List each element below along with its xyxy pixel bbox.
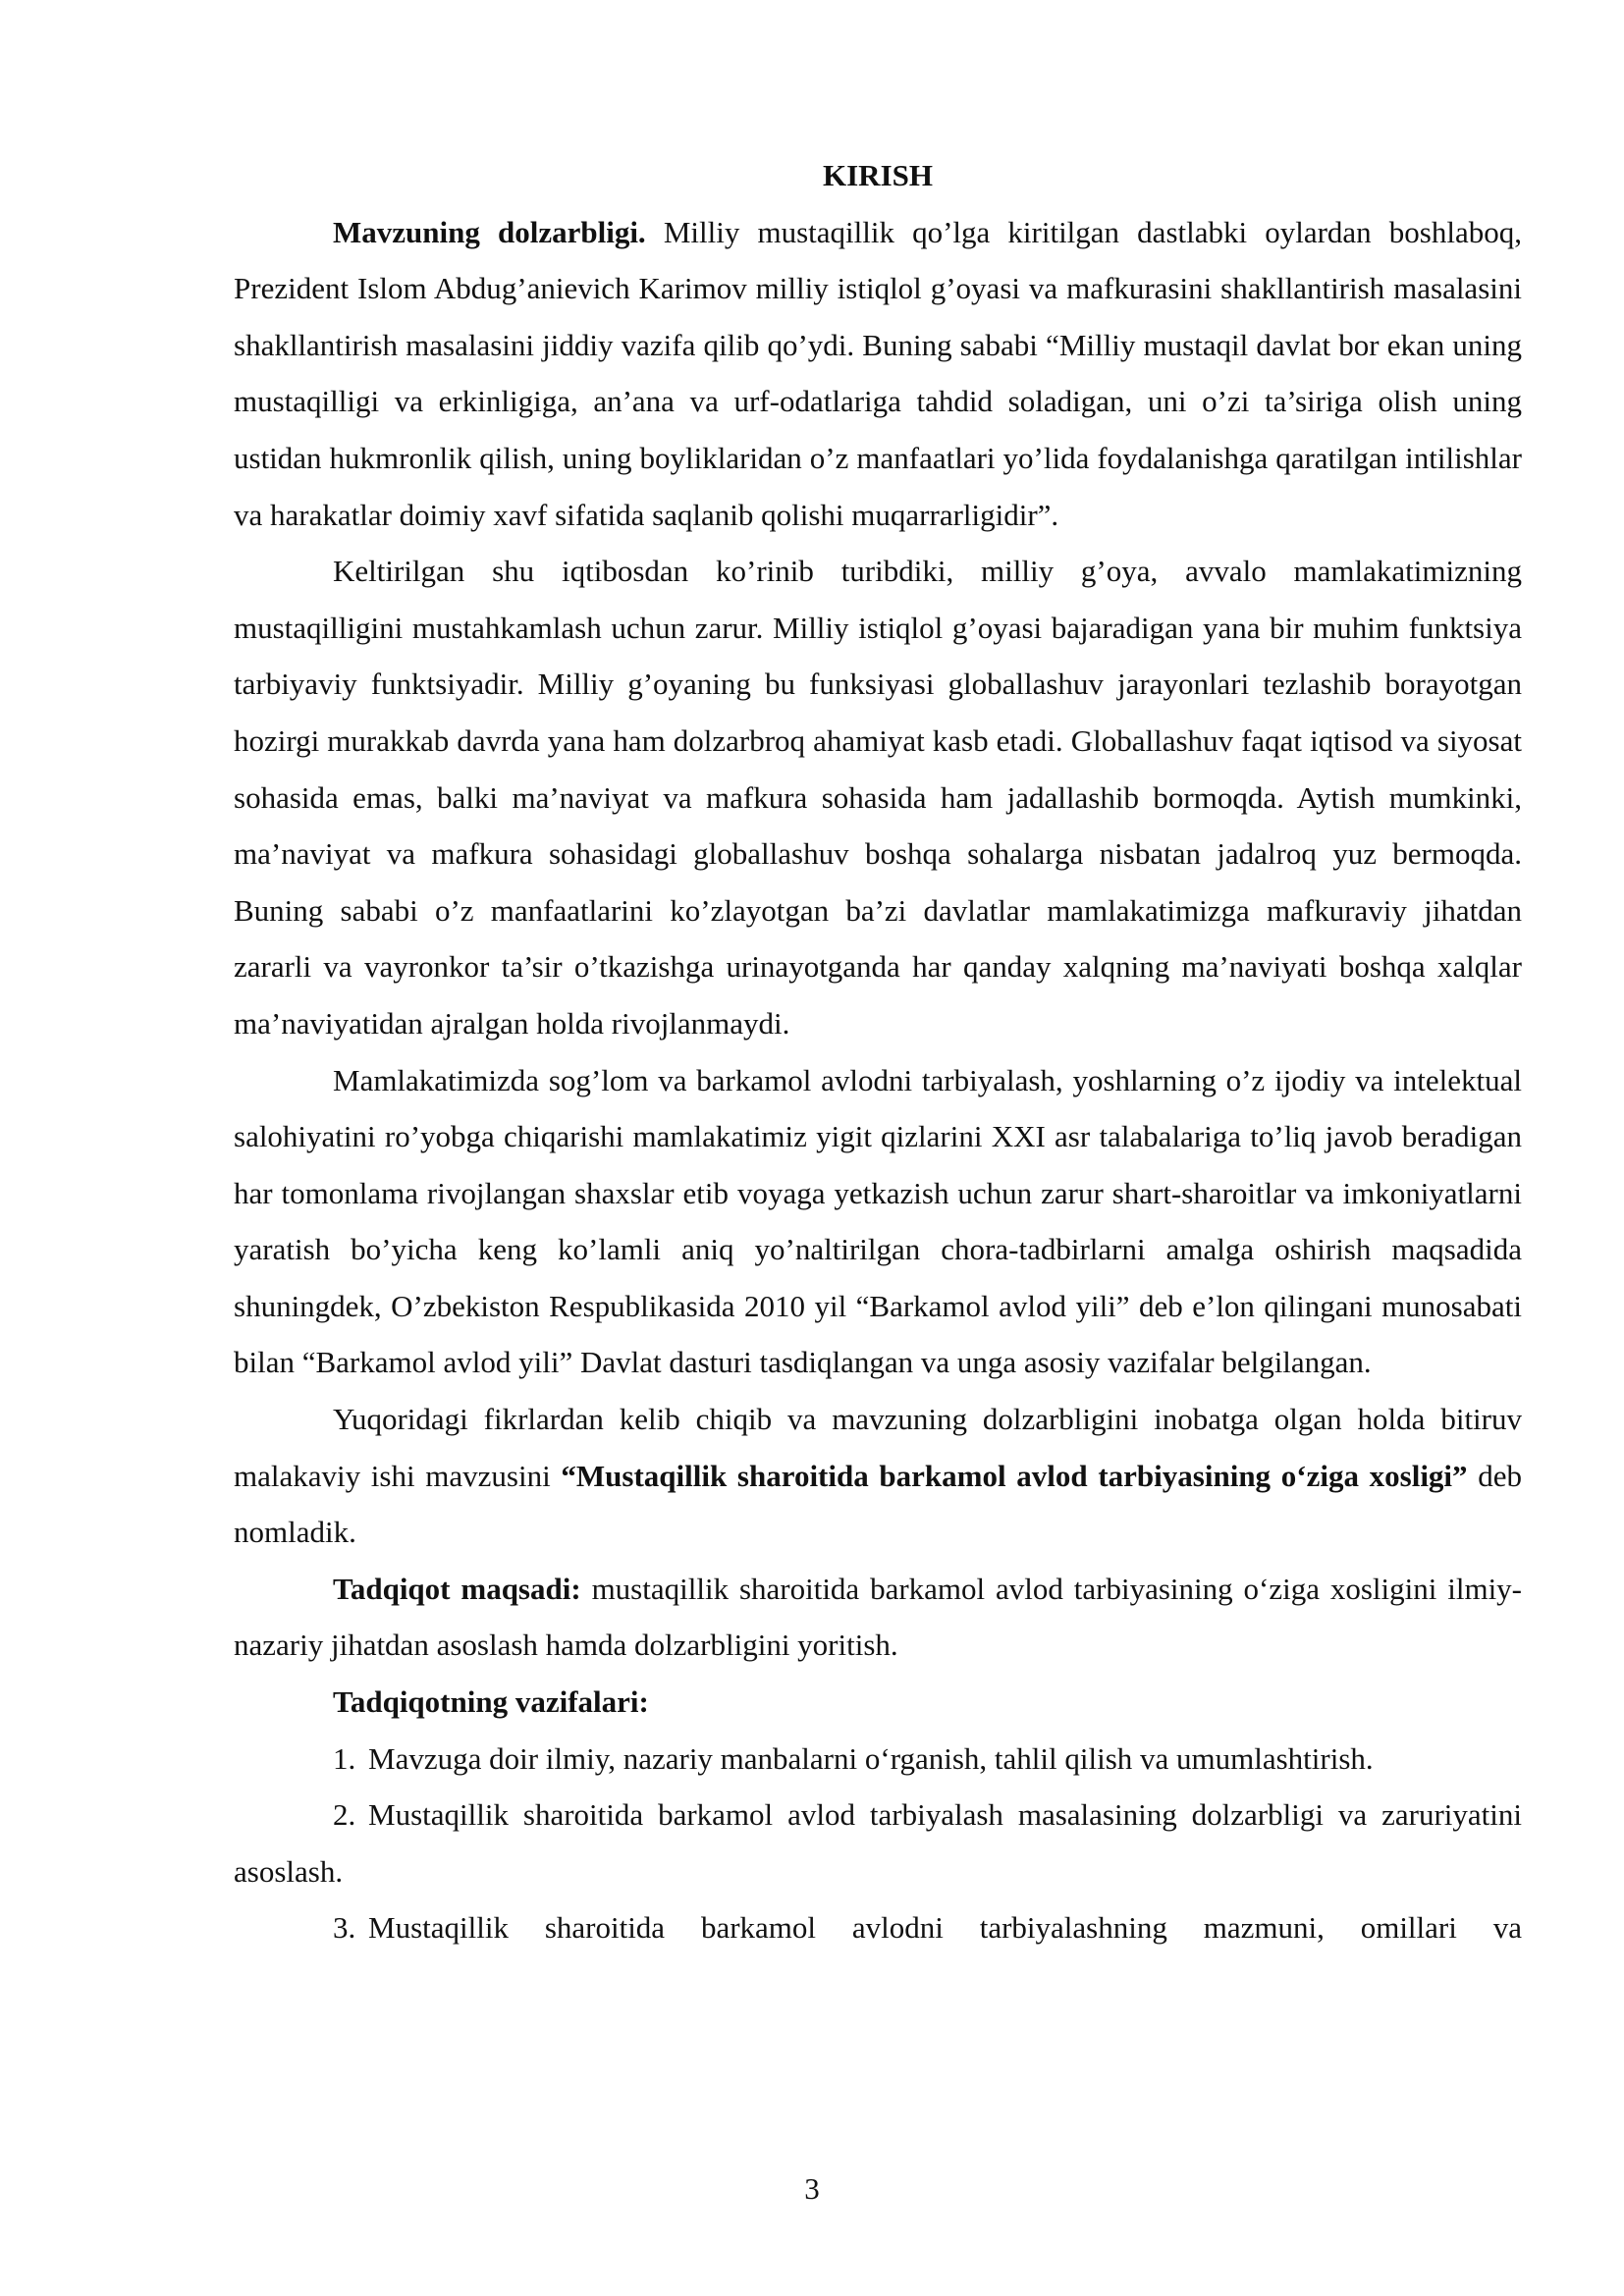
task-number: 2. xyxy=(333,1797,356,1833)
paragraph-text-relevance: Milliy mustaqillik qo’lga kiritilgan dastlabki oylardan boshlaboq, Prezident Islom Abdug’anievich Karimov milliy istiqlol g’oyasi va mafkurasini shakllantirish masalasini shakllantirish masalasini jiddiy vazifa qilib qo’ydi. Buning sababi “Milliy mustaqil davlat bor ekan uning mustaqilligi va erkinligiga, an’ana va urf-odatlariga tahdid soladigan, uni o’zi ta’siriga olish uning ustidan hukmronlik qilish, uning boyliklaridan o’z manfaatlari yo’lida foydalanishga qaratilgan intilishlar va harakatlar doimiy xavf sifatida saqlanib qolishi muqarrarligidir”. xyxy=(234,214,1522,532)
topic-text-after: deb nomladik. xyxy=(234,1458,1523,1550)
task-text: Mustaqillik sharoitida barkamol avlodni tarbiyalashning mazmuni, omillari va xyxy=(368,1910,1522,1946)
page-number: 3 xyxy=(804,2171,820,2206)
paragraph-lead-relevance: Mavzuning dolzarbligi. xyxy=(333,214,646,249)
task-item xyxy=(234,1731,1522,1788)
section-title: KIRISH xyxy=(823,158,933,192)
research-goal-text: mustaqillik sharoitida barkamol avlod tarbiyasining o‘ziga xosligini ilmiy-nazariy jihatdan asoslash hamda dolzarbligini yoritish. xyxy=(234,1571,1522,1663)
topic-text-before: Yuqoridagi fikrlardan kelib chiqib va mavzuning dolzarbligini inobatga olgan holda bitiruv malakaviy ishi mavzusini xyxy=(234,1402,1522,1493)
page-content xyxy=(234,147,1522,1956)
paragraph-harmonious-generation: Mamlakatimizda sog’lom va barkamol avlodni tarbiyalash, yoshlarning o’z ijodiy va intelektual salohiyatini ro’yobga chiqarishi mamlakatimiz yigit qizlarini XXI asr talabalariga to’liq javob beradigan har tomonlama rivojlangan shaxslar etib voyaga yetkazish uchun zarur shart-sharoitlar va imkoniyatlarni yaratish bo’yicha keng ko’lamli aniq yo’naltirilgan chora-tadbirlarni amalga oshirish maqsadida shuningdek, O’zbekiston Respublikasida 2010 yil “Barkamol avlod yili” deb e’lon qilingani munosabati bilan “Barkamol avlod yili” Davlat dasturi tasdiqlangan va unga asosiy vazifalar belgilangan. xyxy=(234,1062,1522,1380)
task-item xyxy=(234,1899,1522,1956)
task-number: 1. xyxy=(333,1740,356,1776)
task-text: Mavzuga doir ilmiy, nazariy manbalarni o‘rganish, tahlil qilish va umumlashtirish. xyxy=(368,1740,1374,1776)
paragraph-research-goal xyxy=(234,1561,1522,1674)
research-goal-label: Tadqiqot maqsadi: xyxy=(333,1571,581,1606)
topic-title: “Mustaqillik sharoitida barkamol avlod tarbiyasining o‘ziga xosligi” xyxy=(561,1458,1468,1493)
tasks-heading: Tadqiqotning vazifalari: xyxy=(333,1684,649,1720)
paragraph-relevance xyxy=(234,204,1522,544)
task-number: 3. xyxy=(333,1910,356,1946)
paragraph-topic-statement xyxy=(234,1391,1522,1561)
task-text: Mustaqillik sharoitida barkamol avlod tarbiyalash masalasining dolzarbligi va zaruriyatini asoslash. xyxy=(234,1797,1522,1889)
paragraph-quote-analysis: Keltirilgan shu iqtibosdan ko’rinib turibdiki, milliy g’oya, avvalo mamlakatimizning mustaqilligini mustahkamlash uchun zarur. Milliy istiqlol g’oyasi bajaradigan yana bir muhim funktsiya tarbiyaviy funktsiyadir. Milliy g’oyaning bu funksiyasi globallashuv jarayonlari tezlashib borayotgan hozirgi murakkab davrda yana ham dolzarbroq ahamiyat kasb etadi. Globallashuv faqat iqtisod va siyosat sohasida emas, balki ma’naviyat va mafkura sohasida ham jadallashib bormoqda. Aytish mumkinki, ma’naviyat va mafkura sohasidagi globallashuv boshqa sohalarga nisbatan jadalroq yuz bermoqda. Buning sababi o’z manfaatlarini ko’zlayotgan ba’zi davlatlar mamlakatimizga mafkuraviy jihatdan zararli va vayronkor ta’sir o’tkazishga urinayotganda har qanday xalqning ma’naviyati boshqa xalqlar ma’naviyatidan ajralgan holda rivojlanmaydi. xyxy=(234,554,1522,1041)
task-item xyxy=(234,1787,1522,1899)
